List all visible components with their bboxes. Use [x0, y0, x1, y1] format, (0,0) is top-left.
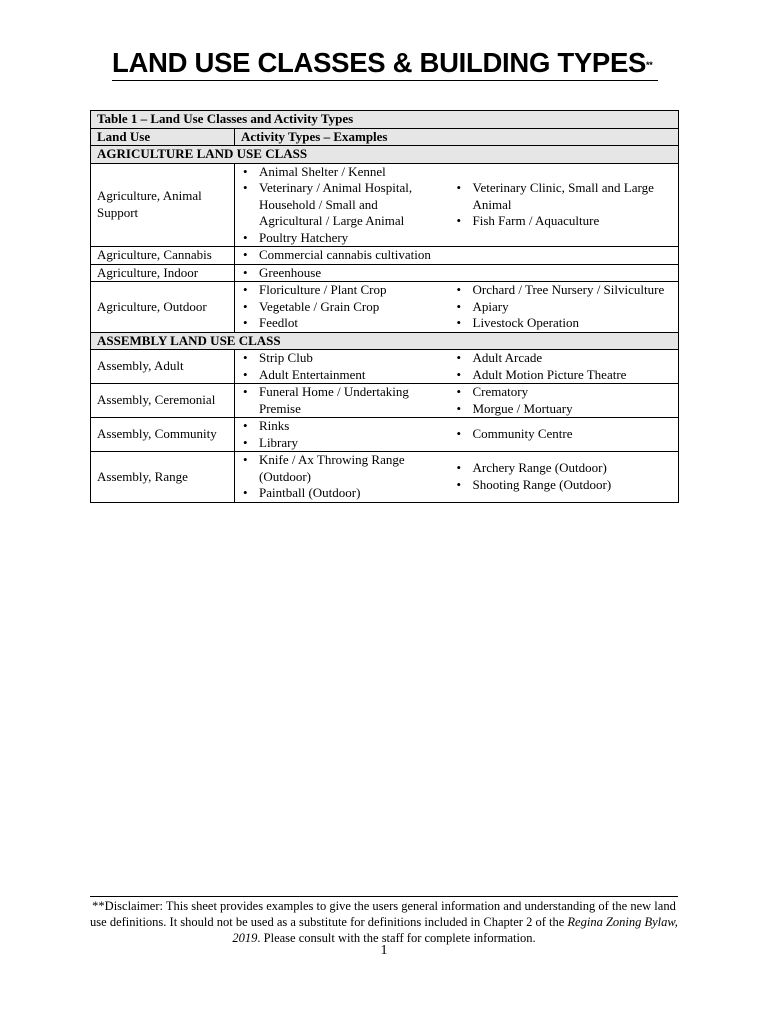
- activity-cell-right: [449, 384, 679, 418]
- land-use-cell: Assembly, Ceremonial: [91, 384, 235, 418]
- column-header-land-use: Land Use: [91, 128, 235, 146]
- activity-cell-left: [235, 247, 449, 265]
- land-use-table-body: [91, 111, 679, 503]
- activity-cell-right: [449, 282, 679, 333]
- table-row: [91, 418, 679, 452]
- page-title-text: LAND USE CLASSES & BUILDING TYPES: [112, 47, 647, 78]
- land-use-cell: Assembly, Adult: [91, 350, 235, 384]
- left-activity-list: [241, 247, 443, 264]
- activity-item: • Paintball (Outdoor): [241, 485, 443, 502]
- activity-item: • Apiary: [455, 299, 673, 316]
- table-row: [91, 350, 679, 384]
- column-header-activity-types: Activity Types – Examples: [235, 128, 679, 146]
- activity-item: • Archery Range (Outdoor): [455, 460, 673, 477]
- activity-item: • Adult Motion Picture Theatre: [455, 367, 673, 384]
- activity-item: • Strip Club: [241, 350, 443, 367]
- activity-item: • Orchard / Tree Nursery / Silviculture: [455, 282, 673, 299]
- activity-cell-left: [235, 163, 449, 247]
- activity-item: • Vegetable / Grain Crop: [241, 299, 443, 316]
- activity-item: • Crematory: [455, 384, 673, 401]
- activity-cell-left: [235, 350, 449, 384]
- left-activity-list: [241, 164, 443, 247]
- land-use-cell: Agriculture, Indoor: [91, 264, 235, 282]
- activity-item: • Fish Farm / Aquaculture: [455, 213, 673, 230]
- activity-item: • Poultry Hatchery: [241, 230, 443, 247]
- disclaimer-footnote: [90, 896, 678, 946]
- activity-item: • Library: [241, 435, 443, 452]
- left-activity-list: [241, 384, 443, 417]
- land-use-cell: Agriculture, Cannabis: [91, 247, 235, 265]
- right-activity-list: [455, 350, 673, 383]
- activity-item: • Adult Entertainment: [241, 367, 443, 384]
- activity-item: • Floriculture / Plant Crop: [241, 282, 443, 299]
- activity-cell-right: [449, 452, 679, 503]
- table-row: [91, 247, 679, 265]
- table-caption: Table 1 – Land Use Classes and Activity Types: [91, 111, 679, 129]
- table-row: [91, 452, 679, 503]
- activity-item: • Knife / Ax Throwing Range (Outdoor): [241, 452, 443, 485]
- table-row: [91, 264, 679, 282]
- land-use-cell: Agriculture, Animal Support: [91, 163, 235, 247]
- activity-item: • Rinks: [241, 418, 443, 435]
- page-number: 1: [380, 943, 388, 958]
- activity-item: • Veterinary Clinic, Small and Large Animal: [455, 180, 673, 213]
- disclaimer-text: **Disclaimer: This sheet provides examples to give the users general information and understanding of the new land use definitions. It should not be used as a substitute for definitions included in Chapter 2 of the: [90, 899, 676, 929]
- table-caption-row: [91, 111, 679, 129]
- land-use-cell: Assembly, Range: [91, 452, 235, 503]
- section-header: AGRICULTURE LAND USE CLASS: [91, 146, 679, 164]
- activity-cell-left: [235, 384, 449, 418]
- activity-item: • Adult Arcade: [455, 350, 673, 367]
- activity-item: • Animal Shelter / Kennel: [241, 164, 443, 181]
- activity-item: • Commercial cannabis cultivation: [241, 247, 443, 264]
- page-title: [112, 46, 658, 81]
- activity-cell-left: [235, 282, 449, 333]
- section-header-row: [91, 146, 679, 164]
- activity-cell-right: [449, 264, 679, 282]
- right-activity-list: [455, 282, 673, 332]
- activity-item: • Feedlot: [241, 315, 443, 332]
- bylaw-title: Regina Zoning Bylaw, 2019: [232, 915, 678, 945]
- left-activity-list: [241, 282, 443, 332]
- land-use-cell: Agriculture, Outdoor: [91, 282, 235, 333]
- activity-item: • Morgue / Mortuary: [455, 401, 673, 418]
- activity-item: • Community Centre: [455, 426, 673, 443]
- activity-cell-left: [235, 418, 449, 452]
- activity-cell-left: [235, 264, 449, 282]
- table-row: [91, 282, 679, 333]
- land-use-table: [90, 110, 679, 503]
- activity-item: • Livestock Operation: [455, 315, 673, 332]
- left-activity-list: [241, 418, 443, 451]
- table-row: [91, 163, 679, 247]
- section-header: ASSEMBLY LAND USE CLASS: [91, 332, 679, 350]
- activity-cell-right: [449, 418, 679, 452]
- activity-item: • Shooting Range (Outdoor): [455, 477, 673, 494]
- right-activity-list: [455, 384, 673, 417]
- right-activity-list: [455, 426, 673, 443]
- activity-cell-left: [235, 452, 449, 503]
- disclaimer-text-end: . Please consult with the staff for complete information.: [257, 931, 536, 945]
- activity-item: • Greenhouse: [241, 265, 443, 282]
- activity-cell-right: [449, 163, 679, 247]
- right-activity-list: [455, 460, 673, 493]
- activity-item: • Veterinary / Animal Hospital, Household / Small and Agricultural / Large Animal: [241, 180, 443, 230]
- left-activity-list: [241, 265, 443, 282]
- section-header-row: [91, 332, 679, 350]
- title-footnote-marker: **: [646, 60, 653, 70]
- land-use-cell: Assembly, Community: [91, 418, 235, 452]
- activity-cell-right: [449, 247, 679, 265]
- activity-cell-right: [449, 350, 679, 384]
- activity-item: • Funeral Home / Undertaking Premise: [241, 384, 443, 417]
- left-activity-list: [241, 452, 443, 502]
- table-header-row: [91, 128, 679, 146]
- table-row: [91, 384, 679, 418]
- left-activity-list: [241, 350, 443, 383]
- right-activity-list: [455, 180, 673, 230]
